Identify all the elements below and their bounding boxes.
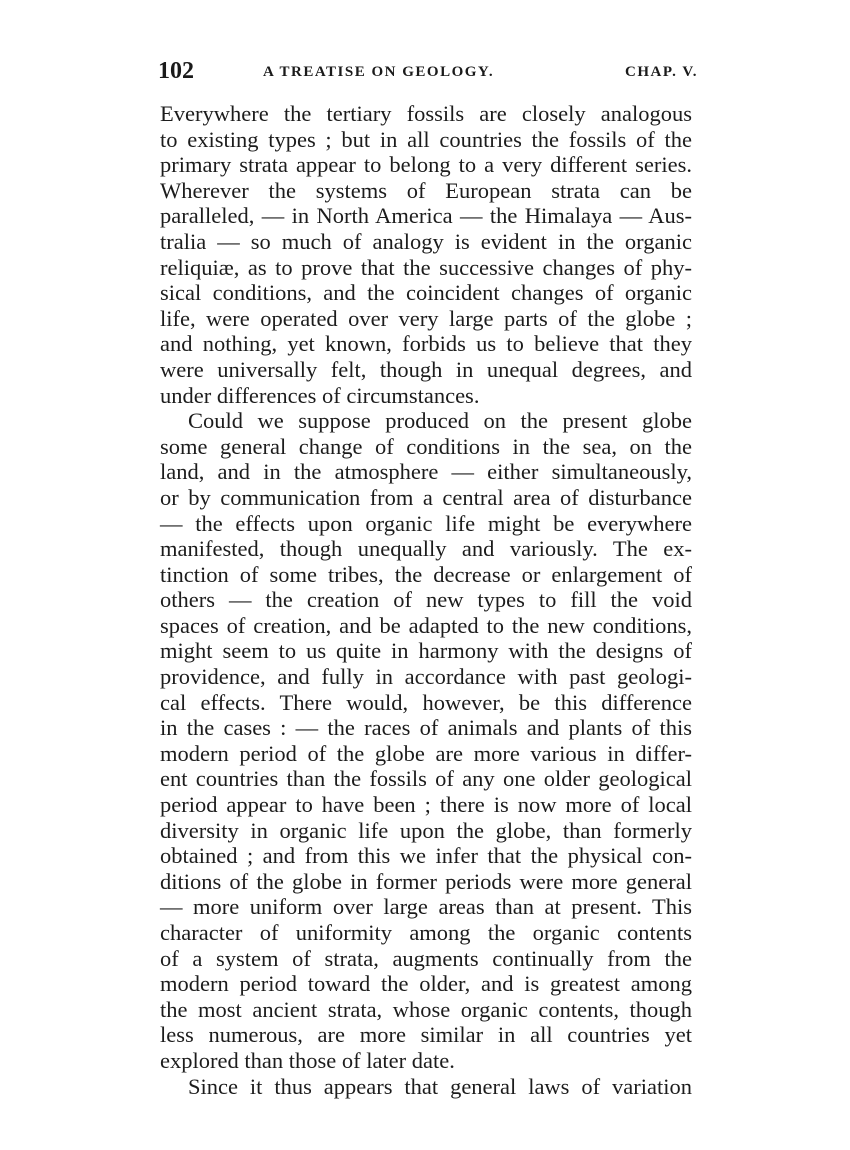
text-line bbox=[160, 664, 692, 690]
text-line bbox=[160, 357, 692, 383]
text-line-content: life, were operated over very large parts of the globe ; bbox=[160, 305, 692, 331]
text-line-content: Wherever the systems of European strata can be bbox=[160, 177, 692, 203]
body-text bbox=[160, 101, 692, 1099]
text-line-content: obtained ; and from this we infer that the physical con- bbox=[160, 843, 692, 869]
text-line-content: modern period of the globe are more various in differ- bbox=[160, 740, 692, 766]
text-line bbox=[160, 741, 692, 767]
text-line-content: under differences of circumstances. bbox=[160, 382, 480, 408]
text-line-content: period appear to have been ; there is now more of local bbox=[160, 792, 692, 818]
text-line-content: Since it thus appears that general laws of variation bbox=[188, 1073, 692, 1099]
text-line bbox=[160, 766, 692, 792]
text-line-content: diversity in organic life upon the globe, than formerly bbox=[160, 817, 692, 843]
text-line-content: and nothing, yet known, forbids us to believe that they bbox=[160, 331, 692, 357]
text-line bbox=[160, 792, 692, 818]
text-line bbox=[160, 997, 692, 1023]
text-line-content: ditions of the globe in former periods were more general bbox=[160, 868, 692, 894]
text-line bbox=[160, 434, 692, 460]
text-line-content: paralleled, — in North America — the Himalaya — Aus- bbox=[160, 203, 692, 229]
text-line bbox=[160, 1022, 692, 1048]
text-line bbox=[160, 971, 692, 997]
running-title: A TREATISE ON GEOLOGY. bbox=[263, 64, 495, 80]
running-header bbox=[158, 58, 698, 90]
text-line bbox=[160, 536, 692, 562]
text-line bbox=[160, 562, 692, 588]
text-line-content: might seem to us quite in harmony with the designs of bbox=[160, 638, 692, 664]
text-line bbox=[160, 587, 692, 613]
text-line bbox=[160, 255, 692, 281]
text-line-content: modern period toward the older, and is greatest among bbox=[160, 971, 692, 997]
text-line-content: or by communication from a central area of disturbance bbox=[160, 484, 692, 510]
text-line bbox=[160, 485, 692, 511]
text-line-content: others — the creation of new types to fill the void bbox=[160, 587, 692, 613]
text-line-content: Could we suppose produced on the present globe bbox=[188, 408, 692, 434]
text-line bbox=[160, 178, 692, 204]
text-line bbox=[160, 408, 692, 434]
text-line-content: spaces of creation, and be adapted to the new conditions, bbox=[160, 612, 692, 638]
text-line bbox=[160, 101, 692, 127]
text-line-content: character of uniformity among the organic contents bbox=[160, 920, 692, 945]
text-line bbox=[160, 920, 692, 946]
text-line bbox=[160, 229, 692, 255]
text-line-content: less numerous, are more similar in all countries yet bbox=[160, 1022, 692, 1048]
text-line-content: manifested, though unequally and variously. The ex- bbox=[160, 536, 692, 562]
text-line-content: sical conditions, and the coincident changes of organic bbox=[160, 280, 692, 306]
text-line-content: — more uniform over large areas than at present. This bbox=[160, 894, 692, 920]
text-line bbox=[160, 818, 692, 844]
text-line-content: land, and in the atmosphere — either simultaneously, bbox=[160, 459, 692, 485]
text-line-content: of a system of strata, augments continually from the bbox=[160, 945, 692, 971]
text-line bbox=[160, 946, 692, 972]
text-line bbox=[160, 613, 692, 639]
text-line-content: cal effects. There would, however, be this difference bbox=[160, 689, 692, 715]
text-line-content: were universally felt, though in unequal degrees, and bbox=[160, 356, 692, 382]
chapter-label: CHAP. V. bbox=[625, 64, 698, 80]
text-line bbox=[160, 1074, 692, 1100]
text-line-content: primary strata appear to belong to a very different series. bbox=[160, 152, 692, 178]
text-line bbox=[160, 638, 692, 664]
text-line-content: some general change of conditions in the sea, on the bbox=[160, 433, 692, 459]
text-line bbox=[160, 306, 692, 332]
page-number: 102 bbox=[158, 58, 194, 84]
text-line bbox=[160, 280, 692, 306]
text-line-content: tralia — so much of analogy is evident in the organic bbox=[160, 228, 692, 254]
text-line bbox=[160, 203, 692, 229]
text-line-content: tinction of some tribes, the decrease or enlargement of bbox=[160, 561, 692, 587]
text-line-content: in the cases : — the races of animals and plants of this bbox=[160, 715, 692, 741]
text-line bbox=[160, 715, 692, 741]
text-line bbox=[160, 127, 692, 153]
text-line bbox=[160, 459, 692, 485]
text-line-content: explored than those of later date. bbox=[160, 1047, 455, 1073]
text-line-content: — the effects upon organic life might be everywhere bbox=[160, 510, 692, 536]
text-line bbox=[160, 511, 692, 537]
text-line-content: to existing types ; but in all countries the fossils of the bbox=[160, 126, 692, 152]
text-line bbox=[160, 152, 692, 178]
text-line bbox=[160, 869, 692, 895]
text-line-content: the most ancient strata, whose organic contents, though bbox=[160, 996, 692, 1022]
text-line bbox=[160, 690, 692, 716]
text-line bbox=[160, 1048, 692, 1074]
text-line-content: reliquiæ, as to prove that the successive changes of phy- bbox=[160, 254, 692, 280]
text-line-content: ent countries than the fossils of any one older geological bbox=[160, 766, 692, 792]
text-line-content: Everywhere the tertiary fossils are closely analogous bbox=[160, 101, 692, 126]
text-line bbox=[160, 894, 692, 920]
text-line bbox=[160, 383, 692, 409]
text-line bbox=[160, 331, 692, 357]
text-line-content: providence, and fully in accordance with past geologi- bbox=[160, 664, 692, 690]
text-line bbox=[160, 843, 692, 869]
